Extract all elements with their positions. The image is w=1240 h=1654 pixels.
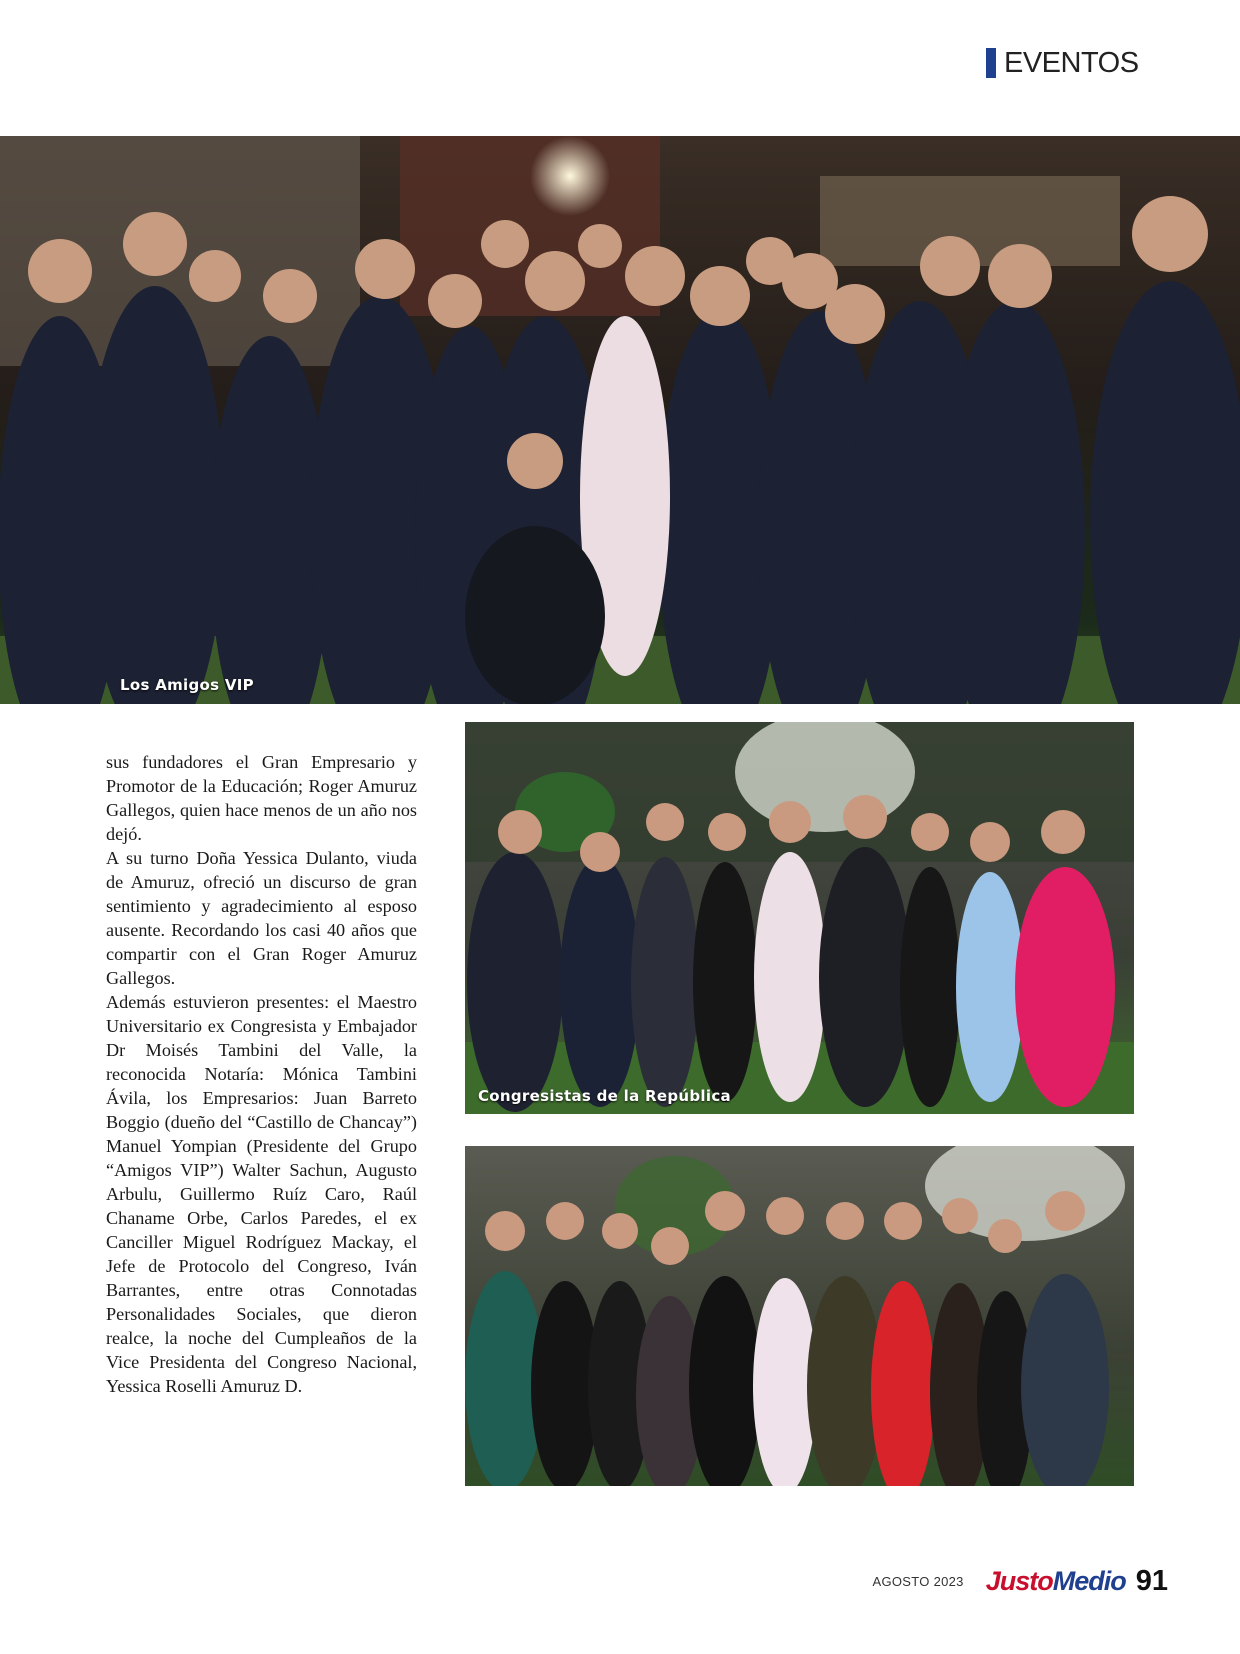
article-paragraph: Además estuvieron presentes: el Maestro Universitario ex Congresista y Embajador Dr Moisés Tambini del Valle, la reconocida Notaría: Mónica Tambini Ávila, los Empresarios: Juan Barreto Boggio (dueño del “Castillo de Chancay”) Manuel Yompian (Presidente del Grupo “Amigos VIP”) Walter Sachun, Augusto Arbulu, Guillermo Ruíz Caro, Raúl Chaname Orbe, Carlos Paredes, el ex Canciller Miguel Rodríguez Mackay, el Jefe de Protocolo del Congreso, Iván Barrantes, entre otras Connotadas Personalidades Sociales, que dieron realce, la noche del Cumpleaños de la Vice Presidenta del Congreso Nacional, Yessica Roselli Amuruz D.: [106, 992, 417, 1396]
article-paragraph: sus fundadores el Gran Empresario y Promotor de la Educación; Roger Amuruz Gallegos, quien hace menos de un año nos dejó.: [106, 752, 417, 844]
photo-caption: Los Amigos VIP: [120, 676, 254, 694]
section-title: EVENTOS: [1004, 46, 1139, 79]
section-accent-bar: [986, 48, 996, 78]
page-footer: [873, 1563, 1169, 1599]
photo-caption: Congresistas de la República: [478, 1087, 731, 1105]
logo-word-justo: Justo: [985, 1565, 1053, 1596]
article-paragraph: A su turno Doña Yessica Dulanto, viuda de Amuruz, ofreció un discurso de gran sentimiento y agradecimiento al esposo ausente. Recordando los casi 40 años que compartir con el Gran Roger Amuruz Gallegos.: [106, 848, 417, 988]
photo-los-amigos-vip: [0, 136, 1240, 704]
page-number: 91: [1135, 1564, 1168, 1597]
photo-group-ladies: [465, 1146, 1134, 1486]
section-header: [986, 46, 1139, 80]
issue-date: AGOSTO 2023: [872, 1573, 964, 1589]
magazine-logo: [986, 1566, 1126, 1597]
photo-congresistas: [465, 722, 1134, 1114]
article-body: [106, 750, 417, 1398]
logo-word-medio: Medio: [1052, 1565, 1126, 1596]
